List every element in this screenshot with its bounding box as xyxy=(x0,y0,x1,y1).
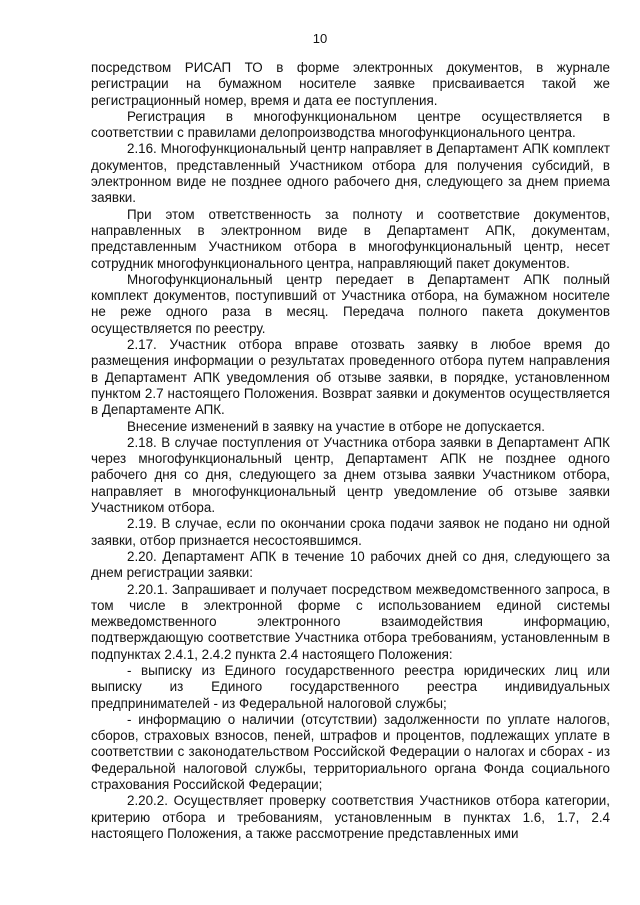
paragraph-2-16: 2.16. Многофункциональный центр направляет в Департамент АПК комплект документов, представленный Участником отбора для получения субсидий, в электронном виде не позднее одного рабочего дня, следующего за днем приема заявки. xyxy=(91,141,610,206)
document-body xyxy=(91,60,610,842)
paragraph-2-20-2: 2.20.2. Осуществляет проверку соответствия Участников отбора категории, критерию отбора и требованиям, установленным в пунктах 1.6, 1.7, 2.4 настоящего Положения, а также рассмотрение представленных ими xyxy=(91,793,610,841)
paragraph-2-20: 2.20. Департамент АПК в течение 10 рабочих дней со дня, следующего за днем регистрации заявки: xyxy=(91,548,610,581)
paragraph-2-18: 2.18. В случае поступления от Участника отбора заявки в Департамент АПК через многофункциональный центр, Департамент АПК не позднее одного рабочего дня со дня, следующего за днем отзыва заявки Участником отбора, направляет в многофункциональный центр уведомление об отзыве заявки Участником отбора. xyxy=(91,434,610,516)
paragraph-2-19: 2.19. В случае, если по окончании срока подачи заявок не подано ни одной заявки, отбор признается несостоявшимся. xyxy=(91,516,610,548)
paragraph-2-20-1: 2.20.1. Запрашивает и получает посредством межведомственного запроса, в том числе в электронной форме с использованием единой системы межведомственного электронного взаимодействия информацию, подтверждающую соответствие Участника отбора требованиям, установленным в подпунктах 2.4.1, 2.4.2 пункта 2.4 настоящего Положения: xyxy=(91,581,610,662)
paragraph-mfc-registration: Регистрация в многофункциональном центре осуществляется в соответствии с правилами делопроизводства многофункционального центра. xyxy=(91,108,610,141)
list-item-egrul-extract: - выписку из Единого государственного реестра юридических лиц или выписку из Единого государственного реестра индивидуальных предпринимателей - из Федеральной налоговой службы; xyxy=(91,662,610,711)
list-item-tax-debt-info: - информацию о наличии (отсутствии) задолженности по уплате налогов, сборов, страховых взносов, пеней, штрафов и процентов, подлежащих уплате в соответствии с законодательством Российской Федерации о налогах и сборах - из Федеральной налоговой службы, территориального органа Фонда социального страхования Российской Федерации; xyxy=(91,711,610,793)
paragraph-responsibility: При этом ответственность за полноту и соответствие документов, направленных в электронном виде в Департамент АПК, документам, представленным Участником отбора в многофункциональный центр, несет сотрудник многофункционального центра, направляющий пакет документов. xyxy=(91,206,610,271)
paragraph-no-changes: Внесение изменений в заявку на участие в отборе не допускается. xyxy=(127,418,545,434)
paragraph-mfc-transfer: Многофункциональный центр передает в Департамент АПК полный комплект документов, поступивший от Участника отбора, на бумажном носителе не реже одного раза в месяц. Передача полного пакета документов осуществляется по реестру. xyxy=(91,271,610,336)
paragraph-registration-continued: посредством РИСАП ТО в форме электронных документов, в журнале регистрации на бумажном носителе заявке присваивается такой же регистрационный номер, время и дата ее поступления. xyxy=(91,60,610,108)
paragraph-2-17: 2.17. Участник отбора вправе отозвать заявку в любое время до размещения информации о результатах проведенного отбора путем направления в Департамент АПК уведомления об отзыве заявки, в порядке, установленном пунктом 2.7 настоящего Положения. Возврат заявки и документов осуществляется в Департаменте АПК. xyxy=(91,337,610,418)
page-number: 10 xyxy=(312,31,328,46)
